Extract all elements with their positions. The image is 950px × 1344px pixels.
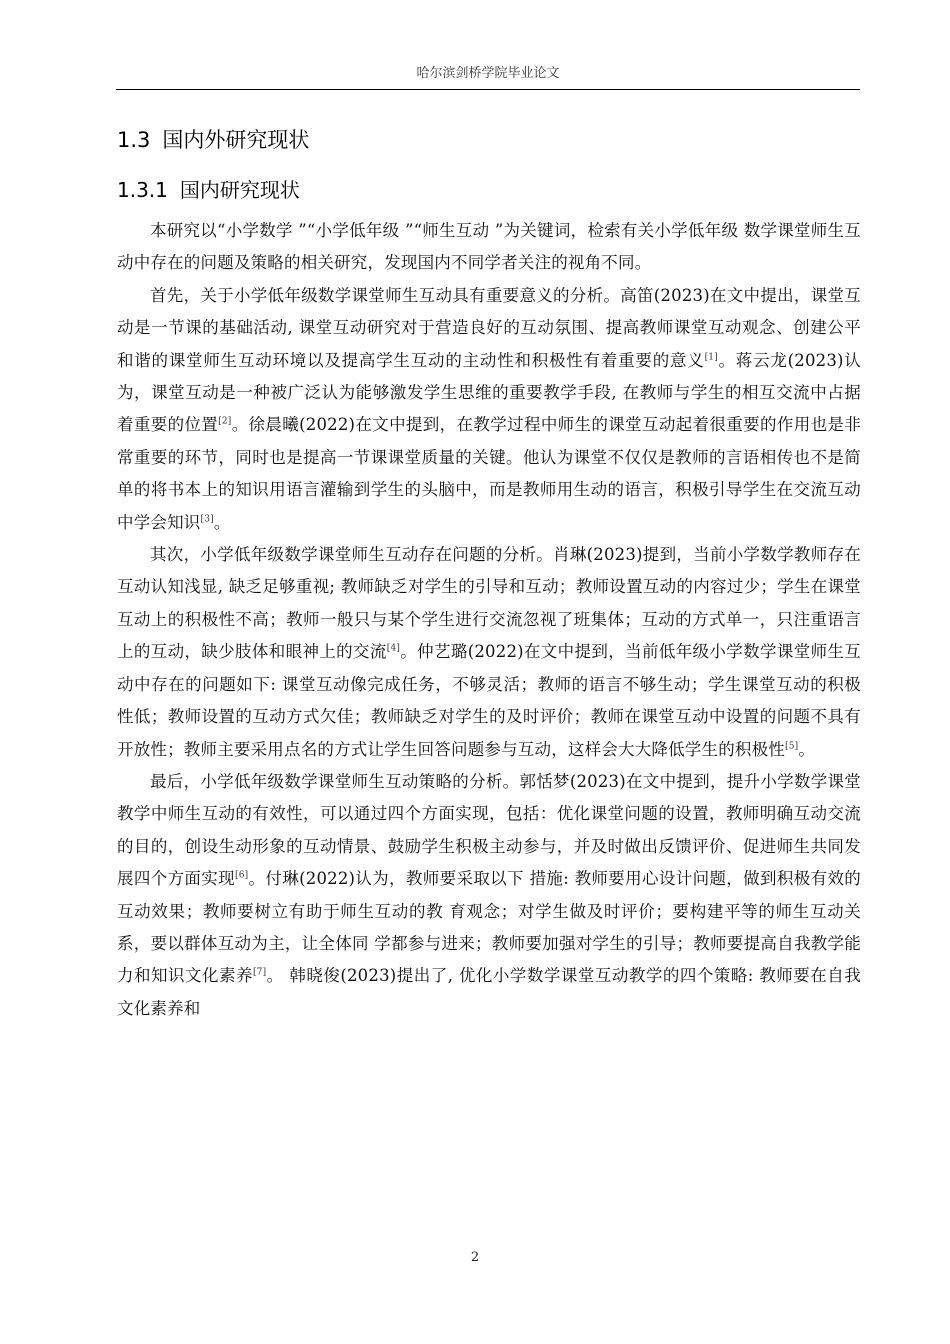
paragraph-text: 。	[798, 739, 816, 759]
paragraph-1: 本研究以“小学数学 ”“小学低年级 ”“师生互动 ”为关键词，检索有关小学低年级 数学课堂师生互动中存在的问题及策略的相关研究，发现国内不同学者关注的视角不同。	[117, 221, 861, 273]
body-text	[117, 215, 861, 1025]
citation-3: [3]	[200, 514, 214, 525]
paragraph-text: 首先，关于小学低年级数学课堂师生互动具有重要意义的分析。高笛(2023)在文中提出，课堂互动是一节课的基础活动, 课堂互动研究对于营造良好的互动氛围、提高教师课堂互动观念、创建公平和谐的课堂师生互动环境以及提高学生互动的主动性和积极性有着重要的意义	[117, 285, 861, 370]
paragraph-text: 。 韩晓俊(2023)提出了, 优化小学数学课堂互动教学的四个策略: 教师要在自我文化素养和	[117, 966, 861, 1018]
citation-4: [4]	[386, 643, 401, 654]
paragraph-4	[117, 766, 861, 1025]
citation-7: [7]	[252, 967, 267, 978]
section-number: 1.3	[117, 128, 151, 152]
paragraph-3	[117, 539, 861, 766]
citation-2: [2]	[218, 416, 232, 427]
running-header: 哈尔滨剑桥学院毕业论文	[416, 66, 560, 81]
citation-5: [5]	[785, 741, 799, 751]
header-rule	[116, 89, 860, 90]
subsection-heading	[117, 174, 300, 203]
paragraph-text: 最后，小学低年级数学课堂师生互动策略的分析。郭恬梦(2023)在文中提到，提升小学数学课堂教学中师生互动的有效性，可以通过四个方面实现，包括：优化课堂问题的设置，教师明确互动交流的目的，创设生动形象的互动情景、鼓励学生积极主动参与，并及时做出反馈评价、促进师生共同发展四个方面实现	[117, 771, 861, 889]
paragraph-text: 。仲艺璐(2022)在文中提到，当前低年级小学数学课堂师生互动中存在的问题如下: 课堂互动像完成任务，不够灵活；教师的语言不够生动；学生课堂互动的积极性低；教师设置的互动方式欠佳；教师缺乏对学生的及时评价；教师在课堂互动中设置的问题不具有开放性；教师主要采用点名的方式让学生回答问题参与互动，这样会大大降低学生的积极性	[117, 642, 861, 759]
paragraph-text: 。徐晨曦(2022)在文中提到，在教学过程中师生的课堂互动起着很重要的作用也是非常重要的环节，同时也是提高一节课课堂质量的关键。他认为课堂不仅仅是教师的言语相传也不是简单的将书本上的知识用语言灌输到学生的头脑中，而是教师用生动的语言，积极引导学生在交流互动中学会知识	[117, 415, 861, 532]
paragraph-text: 。付琳(2022)认为，教师要采取以下 措施: 教师要用心设计问题，做到积极有效的互动效果；教师要树立有助于师生互动的教 育观念；对学生做及时评价；要构建平等的师生互动关系，要以群体互动为主，让全体同 学都参与进来；教师要加强对学生的引导；教师要提高自我教学能力和知识文化素养	[117, 869, 861, 986]
page-number: 2	[470, 1250, 480, 1265]
section-heading	[117, 124, 309, 154]
section-title: 国内外研究现状	[162, 128, 310, 152]
paragraph-text: 其次，小学低年级数学课堂师生互动存在问题的分析。肖琳(2023)提到，当前小学数学教师存在互动认知浅显, 缺乏足够重视; 教师缺乏对学生的引导和互动；教师设置互动的内容过少；学生在课堂互动上的积极性不高；教师一般只与某个学生进行交流忽视了班集体；互动的方式单一，只注重语言上的互动，缺少肢体和眼神上的交流	[117, 545, 861, 662]
subsection-title: 国内研究现状	[179, 178, 300, 202]
subsection-number: 1.3.1	[117, 178, 168, 202]
paragraph-2	[117, 280, 861, 539]
citation-6: [6]	[235, 870, 249, 881]
paragraph-text: 。蒋云龙(2023)认为，课堂互动是一种被广泛认为能够激发学生思维的重要教学手段, 在教师与学生的相互交流中占据着重要的位置	[117, 350, 861, 435]
citation-1: [1]	[704, 352, 718, 363]
paragraph-text: 。	[213, 512, 231, 532]
